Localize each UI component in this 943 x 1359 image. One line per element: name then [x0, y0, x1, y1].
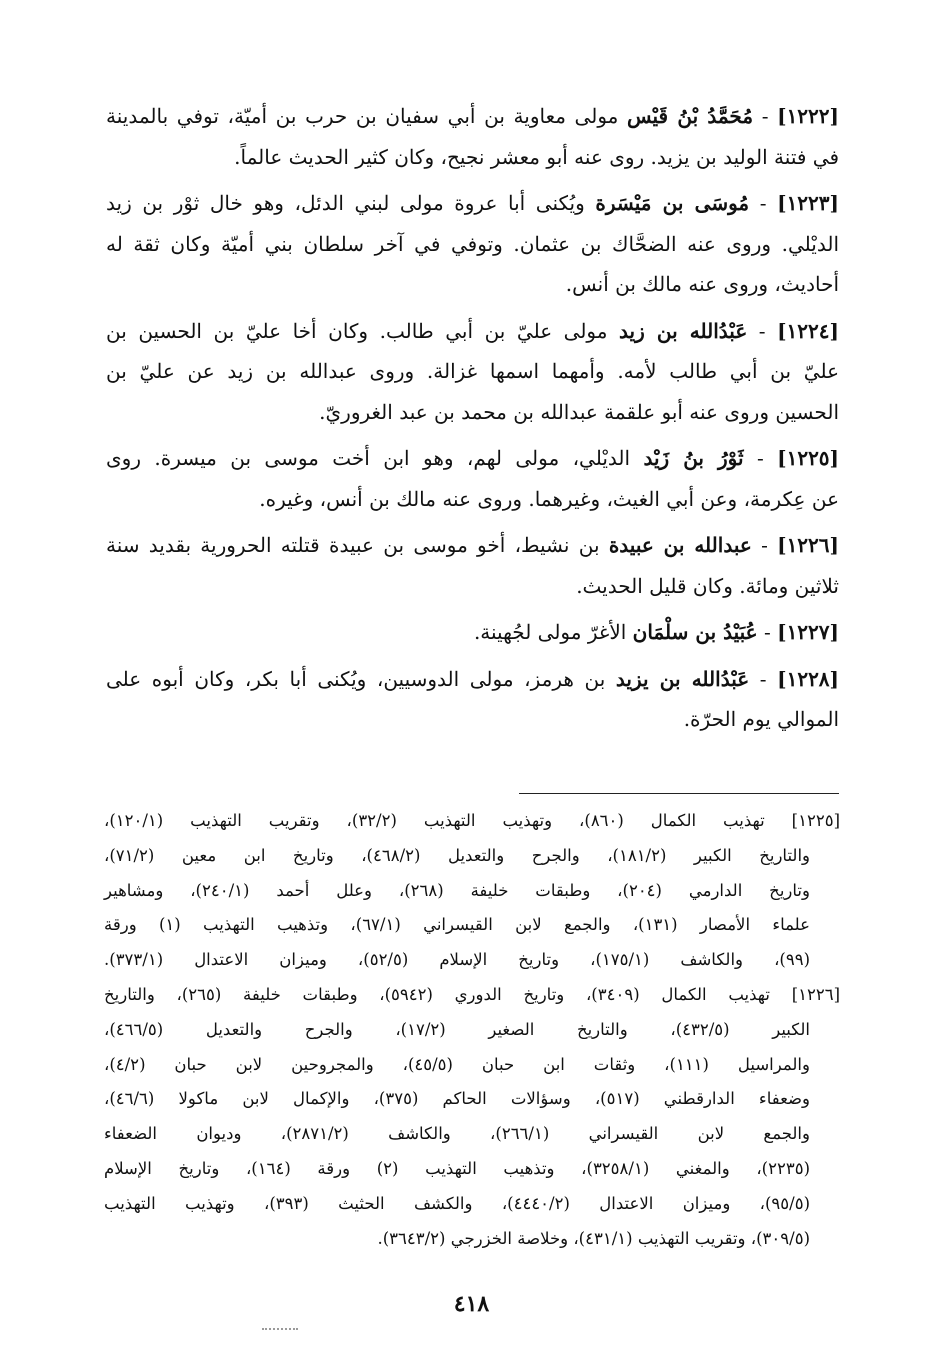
entry-text: الأغرّ مولى لجُهينة. [473, 620, 627, 644]
entry-1224 [106, 311, 839, 433]
entry-number: [١٢٢٨] [777, 666, 840, 691]
footnote-number: [١٢٢٥] [791, 811, 840, 830]
entry-text: ثلاثين ومائة. وكان قليل الحديث. [576, 573, 839, 598]
entry-text: الحسين وروى عنه أبو علقمة عبدالله بن محمد بن عبد الغروريّ. [319, 399, 839, 424]
entry-line: [١٢٢٢] - مُحَمَّدُ بْنُ قَيْس مولى معاوية بن أبي سفيان بن حرب بن أميّة، توفي بالمدينة [106, 104, 839, 128]
footnote-1226 [104, 978, 840, 1256]
entry-text: مولى معاوية بن أبي سفيان بن حرب بن أميّة، توفي بالمدينة [106, 104, 619, 128]
entry-text: في فتنة الوليد بن يزيد. روى عنه أبو معشر نجيح، وكان كثير الحديث عالماً. [234, 144, 839, 169]
entry-line: [١٢٢٥] - ثَوْرُ بنُ زَيْد الديْلي، مولى لهم، وهو ابن أخت موسى بن ميسرة. روى [106, 446, 840, 470]
page-number: ٤١٨ [453, 1291, 490, 1317]
print-mark [262, 1328, 298, 1332]
entry-1227 [106, 612, 839, 653]
entry-text: مولى عليّ بن أبي طالب. وكان أخا عليّ بن الحسين بن [106, 318, 608, 343]
entry-line: [١٢٢٣] - مُوسَى بن مَيْسَرة ويُكنى أبا عروة مولى لبني الدئل، وهو خال ثوْر بن زيد [106, 191, 839, 215]
entry-number: [١٢٢٢] [777, 104, 839, 128]
footnote-text: والتاريخ الكبير (١٨١/٢)، والجرح والتعديل (٤٦٨/٢)، وتاريخ ابن معين (٧١/٢)، [104, 845, 811, 865]
entry-text: ويُكنى أبا عروة مولى لبني الدئل، وهو خال ثوْر بن زيد [106, 191, 585, 215]
entry-1222 [106, 96, 839, 177]
entry-1225 [106, 438, 839, 519]
entry-line: [١٢٢٧] - عُبَيْدُ بن سلْمَان الأغرّ مولى لجُهينة. [473, 620, 839, 644]
entry-text: الديْلي، مولى لهم، وهو ابن أخت موسى بن ميسرة. روى [106, 446, 631, 470]
footnote-text: (٩٩)، والكاشف (١٧٥/١)، وتاريخ الإسلام (٥٢/٥)، وميزان الاعتدال (٣٧٣/١). [104, 950, 810, 970]
entry-name: عَبْدُالله بن يزيد [615, 666, 750, 691]
entry-line: [١٢٢٦] - عبدالله بن عبيدة بن نشيط، أخو موسى بن عبيدة قتلته الحرورية بقديد سنة [106, 533, 839, 557]
entry-name: عَبْدُالله بن زيد [619, 318, 748, 343]
entry-name: مُحَمَّدُ بْنُ قَيْس [627, 104, 754, 128]
entry-number: [١٢٢٦] [777, 533, 839, 557]
entry-number: [١٢٢٣] [777, 191, 839, 215]
entry-name: مُوسَى بن مَيْسَرة [595, 191, 750, 215]
footnote-text: وتاريخ الدارمي (٢٠٤)، وطبقات خليفة (٢٦٨)، وعلل أحمد (٢٤٠/١)، ومشاهير [104, 880, 810, 900]
footnote-text: علماء الأمصار (١٣١)، والجمع لابن القيسراني (٦٧/١)، وتذهيب التهذيب (١) ورقة [104, 915, 810, 935]
entry-text: أحاديث، وروى عنه مالك بن أنس. [565, 272, 839, 296]
footnote-text: والمراسيل (١١١)، وثقات ابن حبان (٤٥/٥)، والمجروحين لابن حبان (٤/٢)، [104, 1054, 810, 1074]
footnote-text: (٣٠٩/٥)، وتقريب التهذيب (٤٣١/١)، وخلاصة الخزرجي (٣٦٤٣/٢). [377, 1228, 810, 1248]
entry-text: بن هرمز، مولى الدوسيين، ويُكنى أبا بكر، وكان أبوه على [106, 666, 606, 691]
footnote-text: تهذيب الكمال (٨٦٠)، وتهذيب التهذيب (٣٢/٢)، وتقريب التهذيب (١٢٠/١)، [104, 811, 765, 830]
entry-name: ثَوْرُ بنُ زَيْد [643, 446, 744, 470]
entry-number: [١٢٢٧] [777, 620, 839, 644]
entry-text: عن عِكرمة، وعن أبي الغيث، وغيرهما. وروى عنه مالك بن أنس، وغيره. [259, 486, 839, 511]
footnote-text: تهذيب الكمال (٣٤٠٩)، وتاريخ الدوري (٥٩٤٢)، وطبقات خليفة (٢٦٥)، والتاريخ [104, 984, 770, 1004]
entry-text: عليّ بن أبي طالب لأمه. وأمهما اسمها غزالة. وروى عبدالله بن زيد عن عليّ بن [106, 359, 839, 383]
entry-1228 [106, 659, 839, 740]
entry-text: الديْلي. وروى عنه الضحَّاك بن عثمان. وتوفي في آخر سلطان بني أميّة وكان ثقة له [106, 231, 839, 256]
entry-number: [١٢٢٤] [777, 318, 839, 343]
footnote-line [104, 804, 840, 839]
entry-text: الموالي يوم الحرّة. [683, 707, 839, 731]
entry-line: [١٢٢٤] - عَبْدُالله بن زيد مولى عليّ بن أبي طالب. وكان أخا عليّ بن الحسين بن [106, 318, 839, 343]
entry-line: [١٢٢٨] - عَبْدُالله بن يزيد بن هرمز، مولى الدوسيين، ويُكنى أبا بكر، وكان أبوه على [106, 666, 840, 691]
entry-number: [١٢٢٥] [777, 446, 840, 470]
entry-1223 [106, 183, 839, 305]
entry-text: بن نشيط، أخو موسى بن عبيدة قتلته الحرورية بقديد سنة [106, 533, 600, 557]
footnote-text: والجمع لابن القيسراني (٢٦٦/١)، والكاشف (٢٨٧١/٢)، وديوان الضعفاء [104, 1124, 810, 1144]
footnote-1225 [104, 804, 840, 978]
entry-name: عبدالله بن عبيدة [608, 533, 752, 557]
footnote-text: (٩٥/٥)، وميزان الاعتدال (٤٤٤٠/٢)، والكشف الحثيث (٣٩٣)، وتهذيب التهذيب [104, 1193, 811, 1213]
footnote-text: (٢٢٣٥)، والمغني (٣٢٥٨/١)، وتذهيب التهذيب (٢) ورقة (١٦٤)، وتاريخ الإسلام [104, 1158, 810, 1178]
footnotes [104, 804, 840, 1256]
footnote-divider [519, 793, 839, 794]
main-text [106, 96, 839, 746]
footnote-number: [١٢٢٦] [791, 984, 841, 1004]
footnote-text: الكبير (٤٣٢/٥)، والتاريخ الصغير (١٧/٢)، والجرح والتعديل (٤٦٦/٥)، [104, 1019, 811, 1039]
footnote-line [104, 978, 840, 1013]
entry-name: عُبَيْدُ بن سلْمَان [632, 620, 758, 644]
footnote-text: وضعفاء الدارقطني (٥١٧)، وسؤالات الحاكم (٣٧٥)، والإكمال لابن ماكولا (٤٦/٦)، [104, 1089, 811, 1109]
entry-1226 [106, 525, 839, 606]
